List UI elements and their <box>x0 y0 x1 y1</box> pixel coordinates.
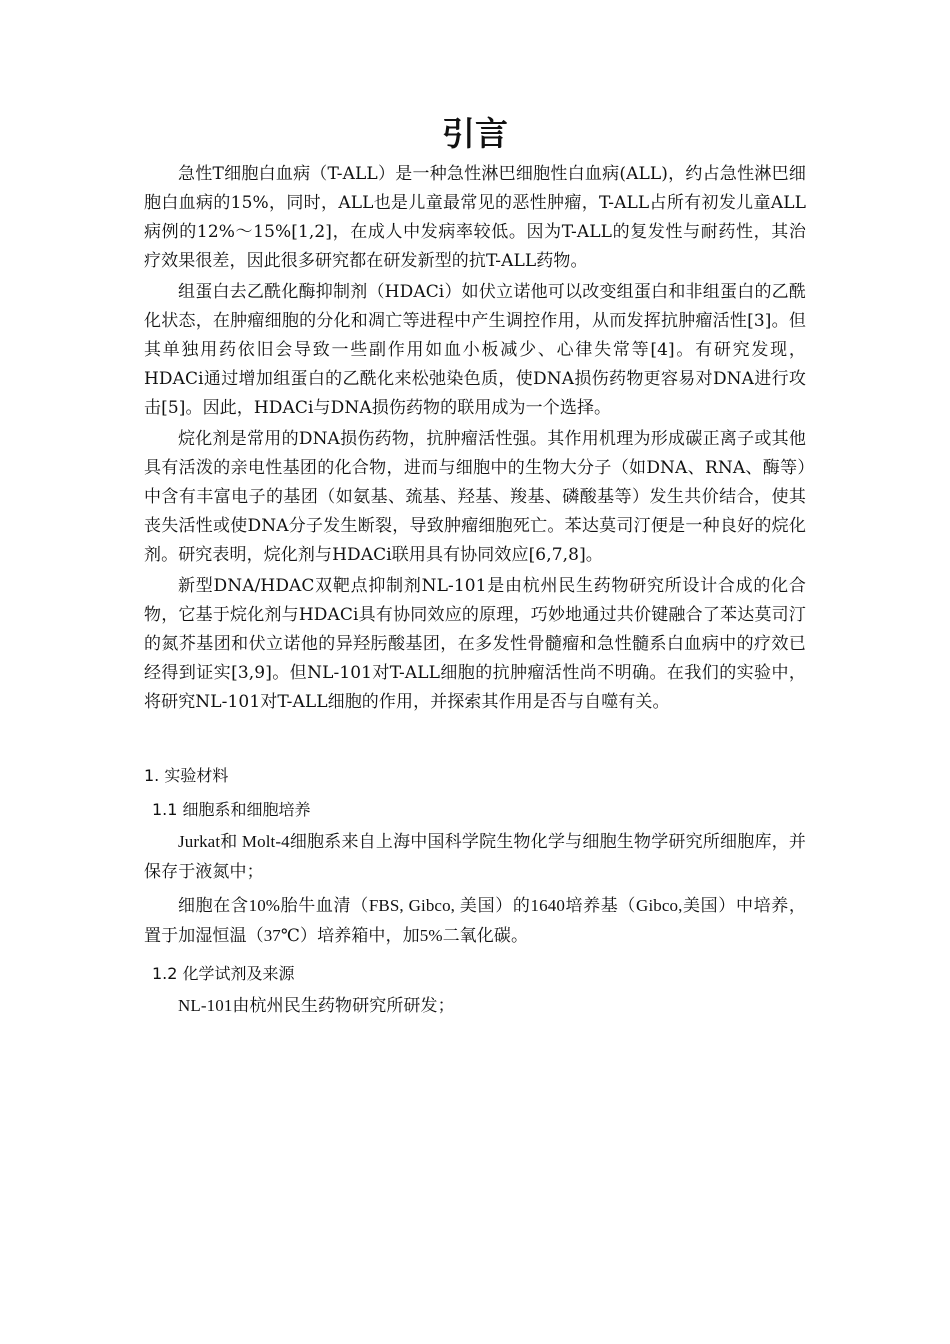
cell-lines-paragraph-2: 细胞在含10%胎牛血清（FBS, Gibco, 美国）的1640培养基（Gibco,美国）中培养，置于加湿恒温（37℃）培养箱中，加5%二氧化碳。 <box>144 896 806 945</box>
page-title: 引言 <box>442 114 508 153</box>
section-heading-materials: 1. 实验材料 <box>144 766 229 785</box>
subsection-heading-cell-lines: 1.1 细胞系和细胞培养 <box>152 800 311 819</box>
intro-paragraph-1: 急性T细胞白血病（T-ALL）是一种急性淋巴细胞性白血病(ALL)，约占急性淋巴细胞白血病的15%，同时，ALL也是儿童最常见的恶性肿瘤，T-ALL占所有初发儿童ALL病例的12%～15%[1,2]，在成人中发病率较低。因为T-ALL的复发性与耐药性，其治疗效果很差，因此很多研究都在研发新型的抗T-ALL药物。 <box>144 164 806 271</box>
intro-paragraph-3: 烷化剂是常用的DNA损伤药物，抗肿瘤活性强。其作用机理为形成碳正离子或其他具有活泼的亲电性基团的化合物，进而与细胞中的生物大分子（如DNA、RNA、酶等）中含有丰富电子的基团（如氨基、巯基、羟基、羧基、磷酸基等）发生共价结合，使其丧失活性或使DNA分子发生断裂，导致肿瘤细胞死亡。苯达莫司汀便是一种良好的烷化剂。研究表明，烷化剂与HDACi联用具有协同效应[6,7,8]。 <box>144 429 806 565</box>
intro-paragraph-2: 组蛋白去乙酰化酶抑制剂（HDACi）如伏立诺他可以改变组蛋白和非组蛋白的乙酰化状态，在肿瘤细胞的分化和凋亡等进程中产生调控作用，从而发挥抗肿瘤活性[3]。但其单独用药依旧会导致一些副作用如血小板减少、心律失常等[4]。有研究发现，HDACi通过增加组蛋白的乙酰化来松弛染色质，使DNA损伤药物更容易对DNA进行攻击[5]。因此，HDACi与DNA损伤药物的联用成为一个选择。 <box>144 282 806 418</box>
subsection-heading-reagents: 1.2 化学试剂及来源 <box>152 964 295 983</box>
intro-paragraph-4: 新型DNA/HDAC双靶点抑制剂NL-101是由杭州民生药物研究所设计合成的化合物，它基于烷化剂与HDACi具有协同效应的原理，巧妙地通过共价键融合了苯达莫司汀的氮芥基团和伏立诺他的异羟肟酸基团，在多发性骨髓瘤和急性髓系白血病中的疗效已经得到证实[3,9]。但NL-101对T-ALL细胞的抗肿瘤活性尚不明确。在我们的实验中，将研究NL-101对T-ALL细胞的作用，并探索其作用是否与自噬有关。 <box>144 576 806 712</box>
document-body <box>144 160 806 1021</box>
cell-lines-paragraph-1: Jurkat和 Molt-4细胞系来自上海中国科学院生物化学与细胞生物学研究所细胞库，并保存于液氮中； <box>144 832 806 881</box>
reagents-paragraph-1: NL-101由杭州民生药物研究所研发； <box>178 996 455 1015</box>
